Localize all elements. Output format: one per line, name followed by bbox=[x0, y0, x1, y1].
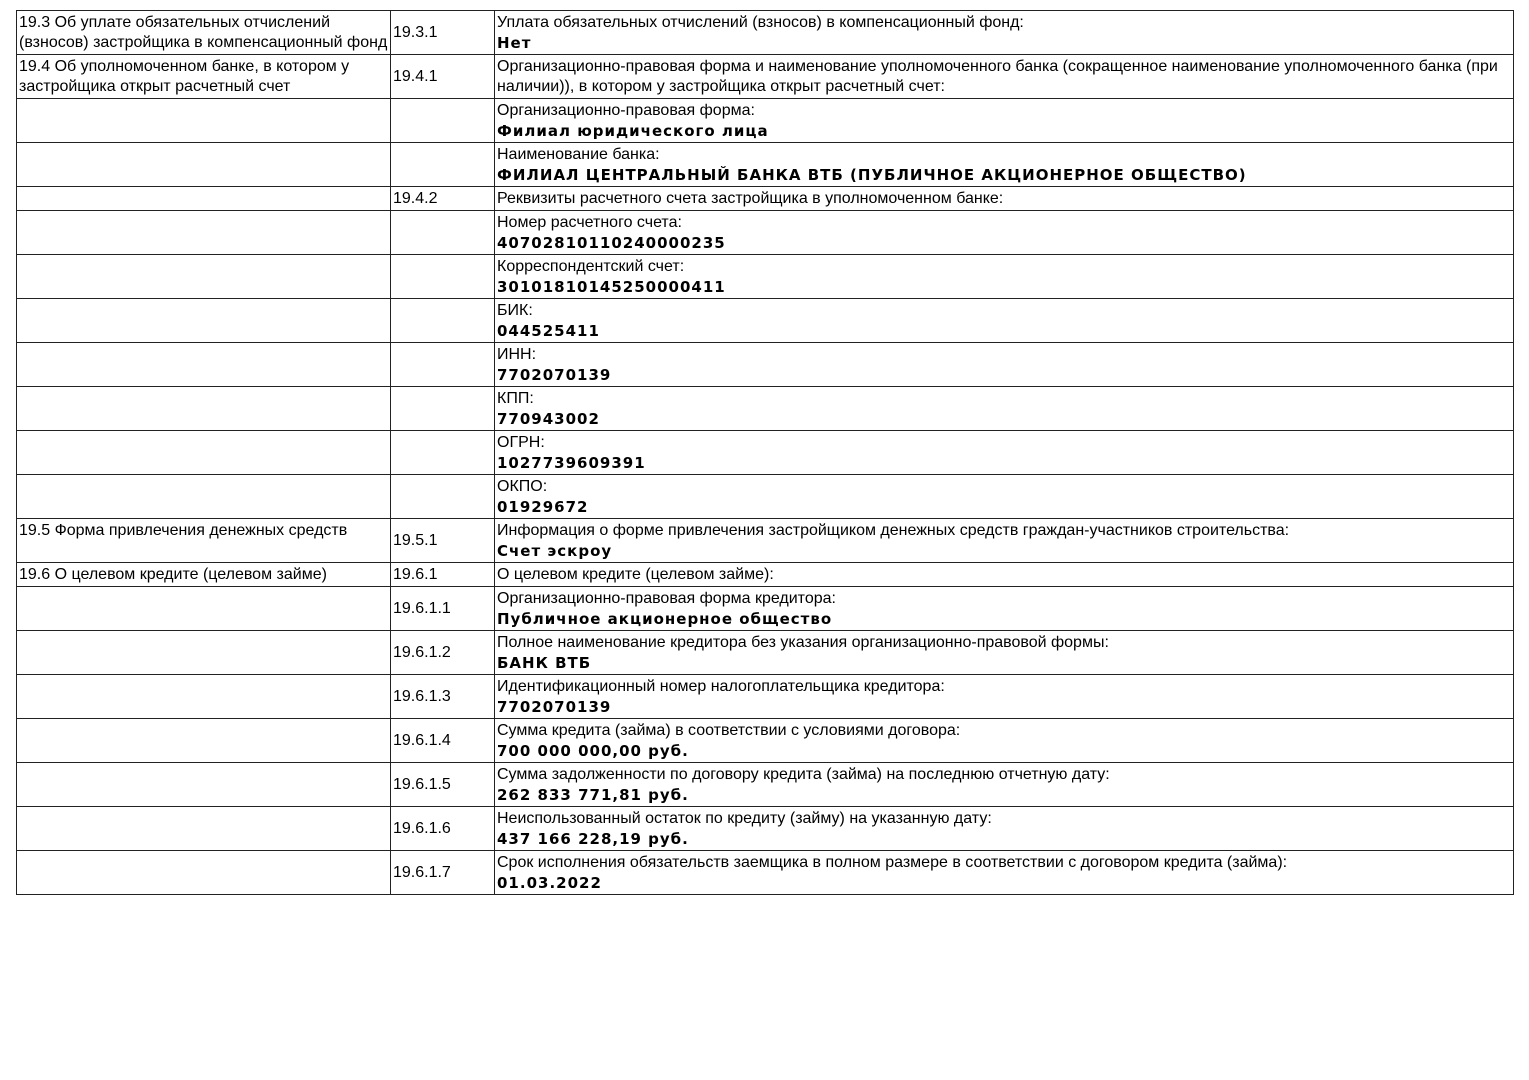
content-cell bbox=[495, 519, 1514, 563]
code-cell bbox=[391, 299, 495, 343]
code-cell bbox=[391, 255, 495, 299]
field-label: Корреспондентский счет: bbox=[497, 258, 685, 275]
table-row bbox=[17, 187, 1514, 211]
field-label: Реквизиты расчетного счета застройщика в уполномоченном банке: bbox=[497, 190, 1004, 207]
code-cell bbox=[391, 343, 495, 387]
field-label: Наименование банка: bbox=[497, 146, 660, 163]
field-value: 40702810110240000235 bbox=[497, 234, 726, 252]
code-cell: 19.4.1 bbox=[391, 55, 495, 99]
content-cell bbox=[495, 299, 1514, 343]
field-value: БАНК ВТБ bbox=[497, 654, 592, 672]
section-cell bbox=[17, 807, 391, 851]
table-row bbox=[17, 211, 1514, 255]
field-label: Полное наименование кредитора без указания организационно-правовой формы: bbox=[497, 634, 1109, 651]
field-value: 700 000 000,00 руб. bbox=[497, 742, 689, 760]
content-cell bbox=[495, 675, 1514, 719]
field-value: 01929672 bbox=[497, 498, 589, 516]
field-label: Номер расчетного счета: bbox=[497, 214, 682, 231]
section-cell bbox=[17, 143, 391, 187]
code-cell: 19.6.1.7 bbox=[391, 851, 495, 895]
table-row bbox=[17, 587, 1514, 631]
content-cell bbox=[495, 851, 1514, 895]
field-label: Организационно-правовая форма: bbox=[497, 102, 755, 119]
section-cell bbox=[17, 675, 391, 719]
section-cell bbox=[17, 851, 391, 895]
content-cell bbox=[495, 143, 1514, 187]
section-cell bbox=[17, 299, 391, 343]
content-cell bbox=[495, 55, 1514, 99]
table-row bbox=[17, 387, 1514, 431]
table-row bbox=[17, 475, 1514, 519]
field-label: КПП: bbox=[497, 390, 534, 407]
table-row bbox=[17, 299, 1514, 343]
table-row bbox=[17, 807, 1514, 851]
content-cell bbox=[495, 631, 1514, 675]
section-cell bbox=[17, 187, 391, 211]
code-cell bbox=[391, 475, 495, 519]
content-cell bbox=[495, 807, 1514, 851]
field-value: 770943002 bbox=[497, 410, 600, 428]
content-cell bbox=[495, 187, 1514, 211]
content-cell bbox=[495, 475, 1514, 519]
field-label: Организационно-правовая форма кредитора: bbox=[497, 590, 836, 607]
content-cell bbox=[495, 255, 1514, 299]
field-label: О целевом кредите (целевом займе): bbox=[497, 566, 774, 583]
section-cell bbox=[17, 99, 391, 143]
field-value: 262 833 771,81 руб. bbox=[497, 786, 689, 804]
disclosure-table bbox=[16, 10, 1514, 895]
field-label: Сумма кредита (займа) в соответствии с условиями договора: bbox=[497, 722, 961, 739]
field-value: Счет эскроу bbox=[497, 542, 613, 560]
table-row bbox=[17, 563, 1514, 587]
code-cell: 19.6.1.4 bbox=[391, 719, 495, 763]
table-row bbox=[17, 431, 1514, 475]
field-label: Идентификационный номер налогоплательщика кредитора: bbox=[497, 678, 945, 695]
content-cell bbox=[495, 99, 1514, 143]
code-cell bbox=[391, 387, 495, 431]
field-value: 7702070139 bbox=[497, 698, 612, 716]
table-row bbox=[17, 11, 1514, 55]
field-value: Филиал юридического лица bbox=[497, 122, 769, 140]
field-value: 01.03.2022 bbox=[497, 874, 602, 892]
code-cell: 19.6.1.5 bbox=[391, 763, 495, 807]
field-label: БИК: bbox=[497, 302, 533, 319]
content-cell bbox=[495, 719, 1514, 763]
field-label: Неиспользованный остаток по кредиту (займу) на указанную дату: bbox=[497, 810, 992, 827]
section-cell bbox=[17, 719, 391, 763]
content-cell bbox=[495, 763, 1514, 807]
section-cell bbox=[17, 431, 391, 475]
code-cell: 19.6.1.1 bbox=[391, 587, 495, 631]
section-cell bbox=[17, 343, 391, 387]
table-row bbox=[17, 519, 1514, 563]
section-cell bbox=[17, 475, 391, 519]
code-cell: 19.6.1 bbox=[391, 563, 495, 587]
field-value: 1027739609391 bbox=[497, 454, 646, 472]
field-label: ИНН: bbox=[497, 346, 537, 363]
field-label: Сумма задолженности по договору кредита (займа) на последнюю отчетную дату: bbox=[497, 766, 1110, 783]
section-cell bbox=[17, 763, 391, 807]
table-row bbox=[17, 719, 1514, 763]
field-value: 7702070139 bbox=[497, 366, 612, 384]
table-row bbox=[17, 763, 1514, 807]
field-label: Организационно-правовая форма и наименование уполномоченного банка (сокращенное наименование уполномоченного банка (при наличии)), в котором у застройщика открыт расчетный счет: bbox=[497, 58, 1498, 95]
code-cell: 19.3.1 bbox=[391, 11, 495, 55]
field-label: ОКПО: bbox=[497, 478, 548, 495]
section-cell: 19.6 О целевом кредите (целевом займе) bbox=[17, 563, 391, 587]
code-cell bbox=[391, 143, 495, 187]
content-cell bbox=[495, 431, 1514, 475]
section-cell bbox=[17, 587, 391, 631]
field-value: ФИЛИАЛ ЦЕНТРАЛЬНЫЙ БАНКА ВТБ (ПУБЛИЧНОЕ АКЦИОНЕРНОЕ ОБЩЕСТВО) bbox=[497, 166, 1247, 184]
section-cell bbox=[17, 387, 391, 431]
code-cell: 19.5.1 bbox=[391, 519, 495, 563]
section-cell: 19.3 Об уплате обязательных отчислений (взносов) застройщика в компенсационный фонд bbox=[17, 11, 391, 55]
table-row bbox=[17, 851, 1514, 895]
field-label: Информация о форме привлечения застройщиком денежных средств граждан-участников строительства: bbox=[497, 522, 1290, 539]
code-cell bbox=[391, 211, 495, 255]
code-cell: 19.6.1.6 bbox=[391, 807, 495, 851]
code-cell: 19.4.2 bbox=[391, 187, 495, 211]
content-cell bbox=[495, 387, 1514, 431]
section-cell bbox=[17, 631, 391, 675]
field-value: Публичное акционерное общество bbox=[497, 610, 833, 628]
section-cell: 19.4 Об уполномоченном банке, в котором у застройщика открыт расчетный счет bbox=[17, 55, 391, 99]
table-row bbox=[17, 55, 1514, 99]
section-cell bbox=[17, 255, 391, 299]
table-row bbox=[17, 631, 1514, 675]
field-label: Срок исполнения обязательств заемщика в полном размере в соответствии с договором кредита (займа): bbox=[497, 854, 1288, 871]
content-cell bbox=[495, 343, 1514, 387]
field-value: 437 166 228,19 руб. bbox=[497, 830, 689, 848]
field-label: Уплата обязательных отчислений (взносов) в компенсационный фонд: bbox=[497, 14, 1024, 31]
field-value: 044525411 bbox=[497, 322, 600, 340]
code-cell: 19.6.1.3 bbox=[391, 675, 495, 719]
field-value: Нет bbox=[497, 34, 532, 52]
field-value: 30101810145250000411 bbox=[497, 278, 726, 296]
section-cell: 19.5 Форма привлечения денежных средств bbox=[17, 519, 391, 563]
code-cell bbox=[391, 431, 495, 475]
table-row bbox=[17, 99, 1514, 143]
table-row bbox=[17, 675, 1514, 719]
content-cell bbox=[495, 587, 1514, 631]
content-cell bbox=[495, 11, 1514, 55]
table-row bbox=[17, 255, 1514, 299]
table-row bbox=[17, 343, 1514, 387]
code-cell: 19.6.1.2 bbox=[391, 631, 495, 675]
code-cell bbox=[391, 99, 495, 143]
table-body bbox=[17, 11, 1514, 895]
table-row bbox=[17, 143, 1514, 187]
content-cell bbox=[495, 563, 1514, 587]
content-cell bbox=[495, 211, 1514, 255]
field-label: ОГРН: bbox=[497, 434, 545, 451]
section-cell bbox=[17, 211, 391, 255]
